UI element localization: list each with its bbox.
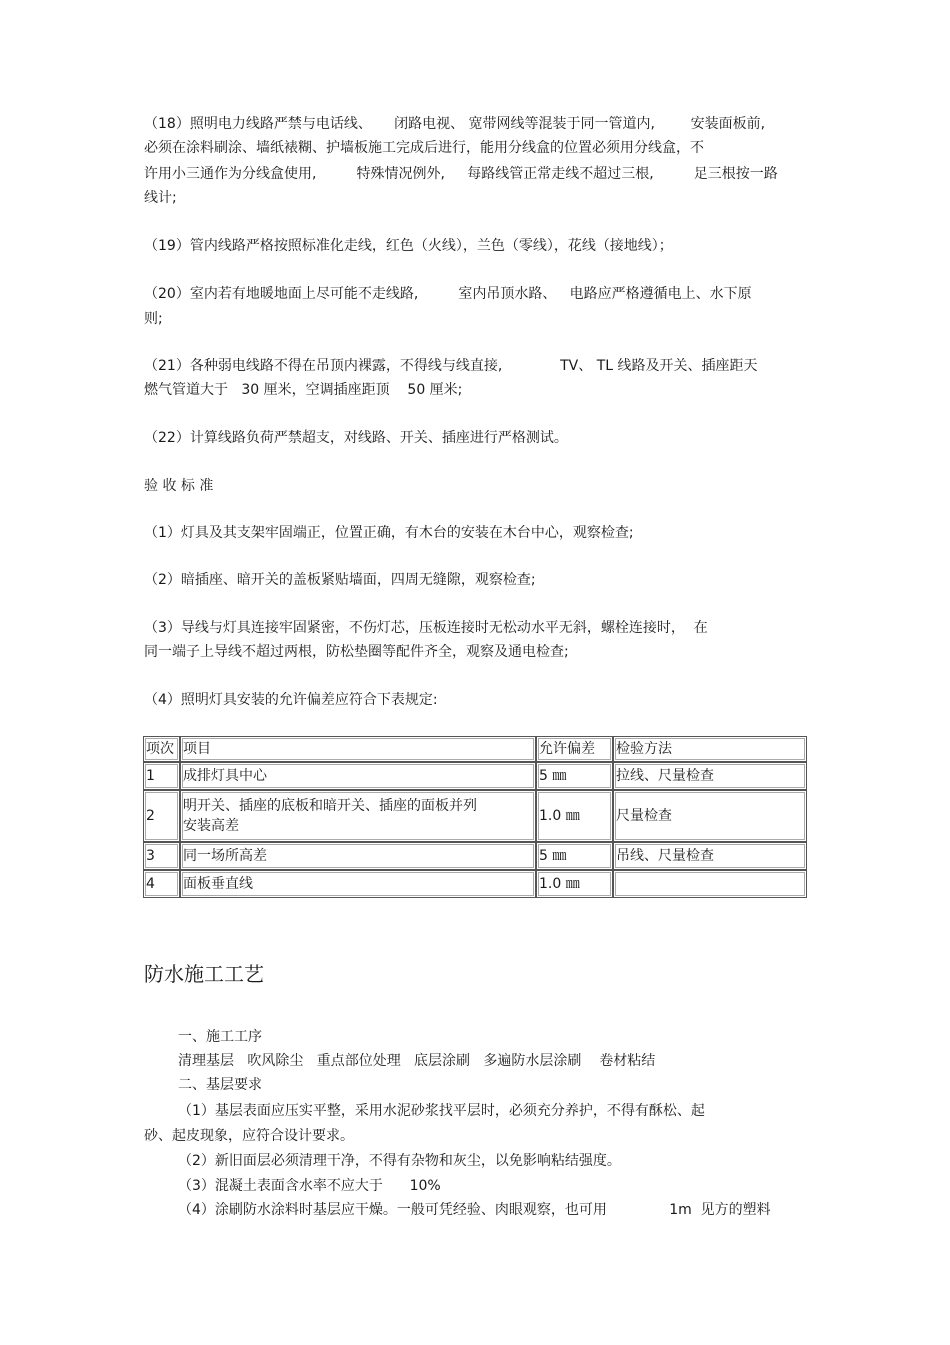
row-item: 成排灯具中心 bbox=[180, 762, 536, 790]
step-1-title: 一、施工工序 bbox=[178, 1029, 262, 1045]
row-item: 同一场所高差 bbox=[180, 842, 536, 870]
requirement-1-line-2: 砂、起皮现象，应符合设计要求。 bbox=[144, 1128, 354, 1144]
item-18-line-2: 必须在涂料刷涂、墙纸裱糊、护墙板施工完成后进行，能用分线盒的位置必须用分线盒，不 bbox=[144, 140, 704, 156]
acceptance-item-2: （2）暗插座、暗开关的盖板紧贴墙面，四周无缝隙，观察检查; bbox=[144, 572, 536, 588]
item-18-line-3: 许用小三通作为分线盒使用, 特殊情况例外, 每路线管正常走线不超过三根, 足三根按一路 bbox=[144, 166, 778, 182]
item-20-line-2: 则; bbox=[144, 311, 163, 327]
item-18-line-4: 线计; bbox=[144, 190, 177, 206]
row-method: 吊线、尺量检查 bbox=[613, 842, 807, 870]
row-method: 尺量检查 bbox=[613, 790, 807, 842]
row-tolerance: 5 ㎜ bbox=[536, 842, 613, 870]
requirement-2: （2）新旧面层必须清理干净，不得有杂物和灰尘，以免影响粘结强度。 bbox=[178, 1153, 621, 1169]
item-21-line-1: （21）各种弱电线路不得在吊顶内裸露，不得线与线直接, TV、 TL 线路及开关、插座距天 bbox=[144, 358, 758, 374]
table-header-row bbox=[143, 736, 807, 762]
acceptance-title: 验 收 标 准 bbox=[144, 478, 214, 494]
row-method bbox=[613, 870, 807, 898]
acceptance-item-3-line-2: 同一端子上导线不超过两根，防松垫圈等配件齐全，观察及通电检查; bbox=[144, 644, 569, 660]
item-18-line-1: （18）照明电力线路严禁与电话线、 闭路电视、 宽带网线等混装于同一管道内, 安装面板前, bbox=[144, 116, 766, 132]
requirement-3: （3）混凝土表面含水率不应大于 10% bbox=[178, 1178, 441, 1194]
header-no: 项次 bbox=[143, 736, 180, 762]
header-tolerance: 允许偏差 bbox=[536, 736, 613, 762]
step-1-content: 清理基层 吹风除尘 重点部位处理 底层涂刷 多遍防水层涂刷 卷材粘结 bbox=[178, 1053, 656, 1069]
row-item bbox=[180, 790, 536, 842]
table-row bbox=[143, 762, 807, 790]
row-item: 面板垂直线 bbox=[180, 870, 536, 898]
item-22: （22）计算线路负荷严禁超支，对线路、开关、插座进行严格测试。 bbox=[144, 430, 568, 446]
requirement-4: （4）涂刷防水涂料时基层应干燥。一般可凭经验、肉眼观察，也可用 1m 见方的塑料 bbox=[178, 1202, 771, 1218]
waterproof-title: 防水施工工艺 bbox=[144, 962, 264, 986]
table-row bbox=[143, 842, 807, 870]
acceptance-item-3-line-1: （3）导线与灯具连接牢固紧密，不伤灯芯，压板连接时无松动水平无斜，螺栓连接时， 在 bbox=[144, 620, 708, 636]
requirement-1-line-1: （1）基层表面应压实平整，采用水泥砂浆找平层时，必须充分养护，不得有酥松、起 bbox=[178, 1103, 705, 1119]
table-row bbox=[143, 790, 807, 842]
row-tolerance: 1.0 ㎜ bbox=[536, 870, 613, 898]
row-no: 2 bbox=[143, 790, 180, 842]
step-2-title: 二、基层要求 bbox=[178, 1077, 262, 1093]
row-no: 3 bbox=[143, 842, 180, 870]
row-tolerance: 1.0 ㎜ bbox=[536, 790, 613, 842]
row-tolerance: 5 ㎜ bbox=[536, 762, 613, 790]
item-21-line-2: 燃气管道大于 30 厘米，空调插座距顶 50 厘米; bbox=[144, 382, 463, 398]
item-19: （19）管内线路严格按照标准化走线，红色（火线），兰色（零线），花线（接地线）； bbox=[144, 238, 673, 254]
table-row bbox=[143, 870, 807, 898]
row-no: 4 bbox=[143, 870, 180, 898]
item-20-line-1: （20）室内若有地暖地面上尽可能不走线路, 室内吊顶水路、 电路应严格遵循电上、水下原 bbox=[144, 286, 752, 302]
header-item: 项目 bbox=[180, 736, 536, 762]
row-no: 1 bbox=[143, 762, 180, 790]
row-method: 拉线、尺量检查 bbox=[613, 762, 807, 790]
header-method: 检验方法 bbox=[613, 736, 807, 762]
acceptance-item-4: （4）照明灯具安装的允许偏差应符合下表规定: bbox=[144, 692, 438, 708]
row-item-line-1: 明开关、插座的底板和暗开关、插座的面板并列 bbox=[183, 798, 477, 814]
row-item-line-2: 安装高差 bbox=[183, 818, 239, 834]
acceptance-item-1: （1）灯具及其支架牢固端正，位置正确，有木台的安装在木台中心，观察检查; bbox=[144, 525, 634, 541]
tolerance-table bbox=[143, 736, 807, 898]
